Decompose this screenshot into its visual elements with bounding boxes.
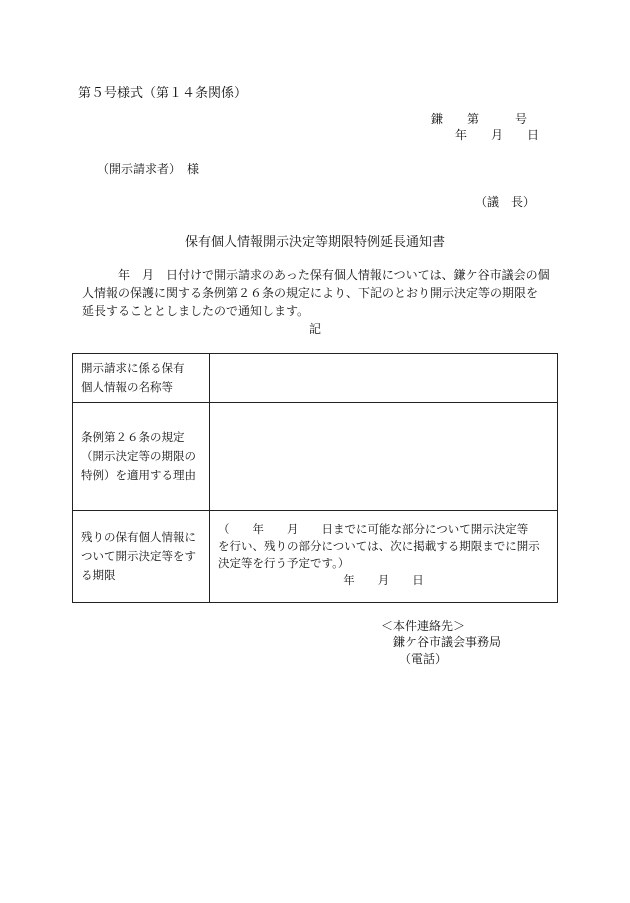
contact-office: 鎌ケ谷市議会事務局 <box>393 635 502 649</box>
table-label-cell <box>73 354 210 403</box>
document-date: 年 月 日 <box>455 128 540 142</box>
table-row <box>73 511 558 603</box>
body-text <box>82 266 552 320</box>
period-line: （ 年 月 日までに可能な部分について開示決定等 <box>218 522 529 536</box>
body-line: 人情報の保護に関する条例第２６条の規定により、下記のとおり開示決定等の期限を <box>82 286 539 300</box>
details-table <box>72 353 558 603</box>
sender: （議 長） <box>475 195 536 209</box>
table-value-cell <box>210 511 558 603</box>
period-date: 年 月 日 <box>343 573 424 587</box>
body-line: 年 月 日付けで開示請求のあった保有個人情報については、鎌ケ谷市議会の個 <box>118 268 550 282</box>
period-line: 決定等を行う予定です。） <box>218 556 350 570</box>
label-line: る期限 <box>81 568 116 582</box>
period-line: を行い、残りの部分については、次に掲載する期限までに開示 <box>218 539 540 553</box>
label-line: （開示決定等の期限の <box>81 449 196 463</box>
table-row <box>73 354 558 403</box>
document-number: 鎌 第 号 <box>431 112 528 126</box>
label-line: 開示請求に係る保有 <box>81 361 185 375</box>
table-row <box>73 403 558 511</box>
table-value-cell <box>210 354 558 403</box>
contact-heading: ＜本件連絡先＞ <box>381 619 466 633</box>
label-line: 条例第２６条の規定 <box>81 430 185 444</box>
table-value-cell <box>210 403 558 511</box>
form-number: 第５号様式（第１４条関係） <box>78 86 248 101</box>
contact-phone: （電話） <box>399 652 448 666</box>
label-line: 個人情報の名称等 <box>81 380 173 394</box>
document-title: 保有個人情報開示決定等期限特例延長通知書 <box>184 235 445 250</box>
ki-mark: 記 <box>308 322 321 336</box>
label-line: 残りの保有個人情報に <box>81 530 196 544</box>
table-label-cell <box>73 511 210 603</box>
body-line: 延長することとしましたので通知します。 <box>82 304 310 318</box>
addressee: （開示請求者） 様 <box>97 162 200 176</box>
table-label-cell <box>73 403 210 511</box>
label-line: ついて開示決定等をす <box>81 549 196 563</box>
label-line: 特例）を適用する理由 <box>81 468 196 482</box>
